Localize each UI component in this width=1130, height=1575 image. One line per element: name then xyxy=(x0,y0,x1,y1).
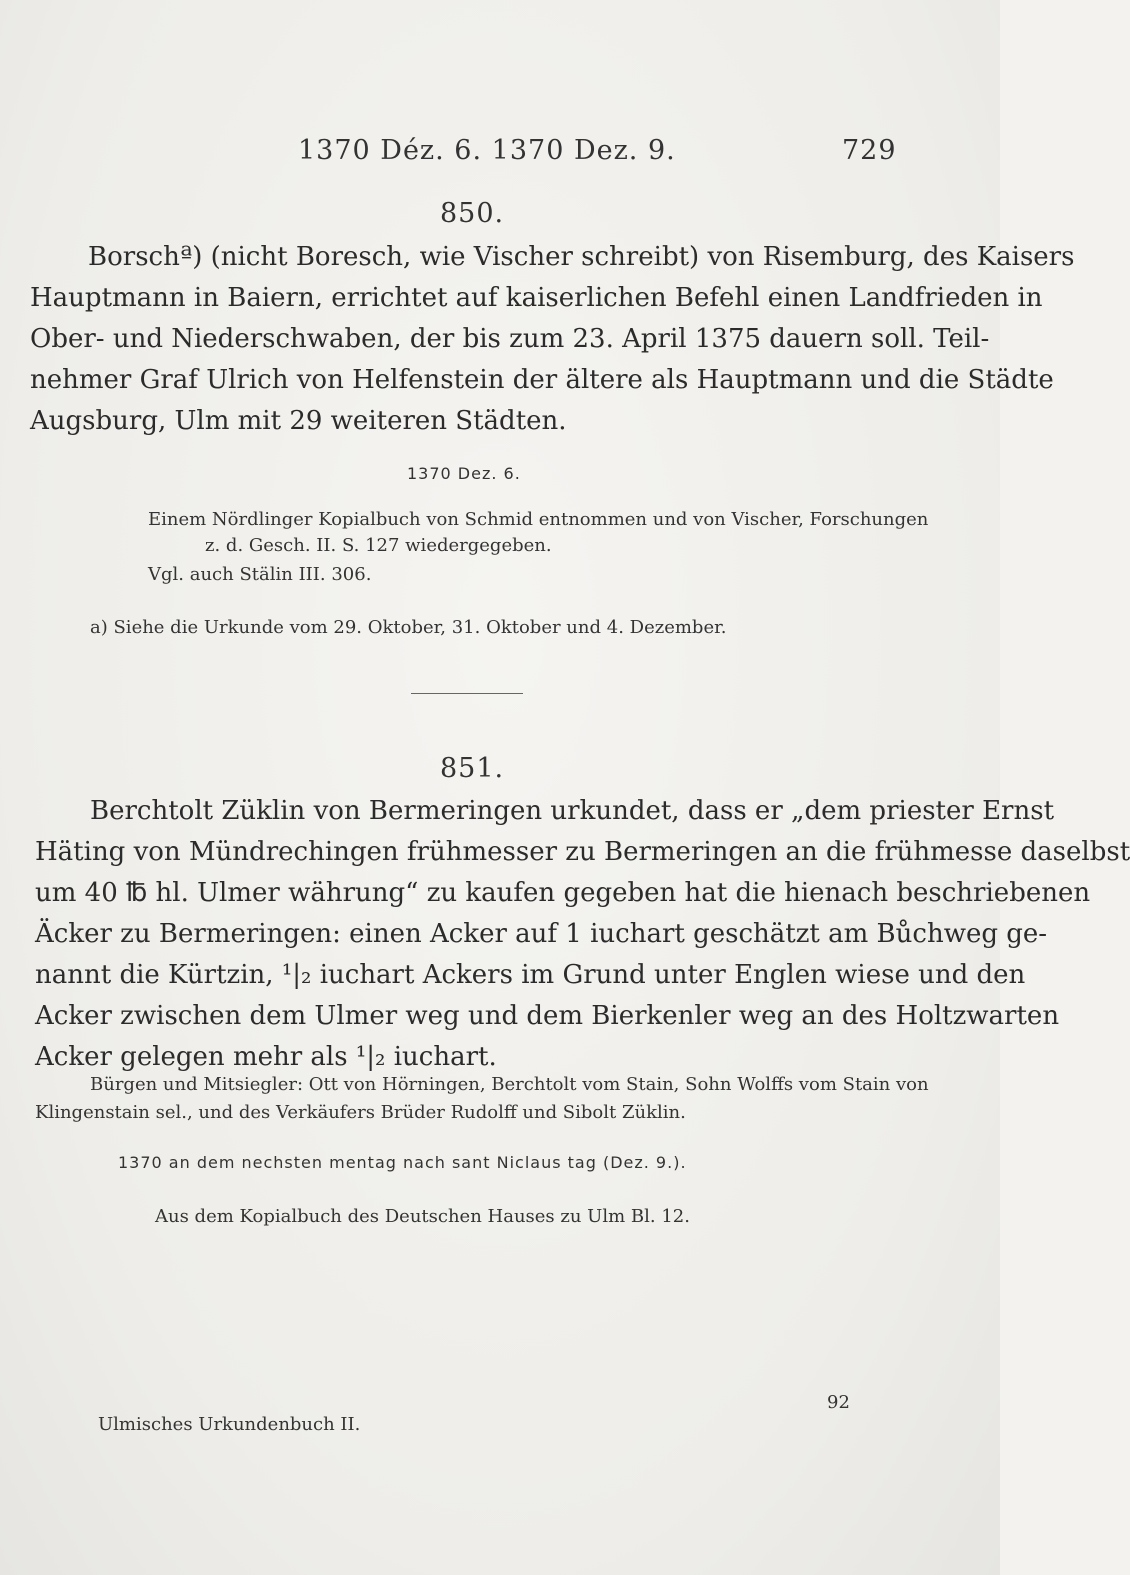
doc-850-source-line: z. d. Gesch. II. S. 127 wiedergegeben. xyxy=(205,535,552,556)
doc-850-footnote: a) Siehe die Urkunde vom 29. Oktober, 31. Oktober und 4. Dezember. xyxy=(90,617,727,638)
page-number: 729 xyxy=(842,135,897,166)
doc-851-source: Aus dem Kopialbuch des Deutschen Hauses zu Ulm Bl. 12. xyxy=(155,1206,690,1227)
doc-850-summary-line: Hauptmann in Baiern, errichtet auf kaiserlichen Befehl einen Landfrieden in xyxy=(30,283,1043,313)
doc-851-summary-line: Acker zwischen dem Ulmer weg und dem Bierkenler weg an des Holtzwarten xyxy=(35,1001,1060,1031)
doc-851-summary-line: nannt die Kürtzin, ¹|₂ iuchart Ackers im Grund unter Englen wiese und den xyxy=(35,960,1026,990)
doc-851-number: 851. xyxy=(440,753,505,784)
doc-850-source-line: Vgl. auch Stälin III. 306. xyxy=(148,564,372,585)
doc-851-witness-line: Klingenstain sel., und des Verkäufers Brüder Rudolff und Sibolt Züklin. xyxy=(35,1102,686,1123)
doc-851-summary-line: Äcker zu Bermeringen: einen Acker auf 1 iuchart geschätzt am Bůchweg ge- xyxy=(35,919,1048,949)
book-title-footer: Ulmisches Urkundenbuch II. xyxy=(98,1414,361,1435)
doc-850-summary-line: Augsburg, Ulm mit 29 weiteren Städten. xyxy=(30,406,567,436)
doc-850-source-line: Einem Nördlinger Kopialbuch von Schmid entnommen und von Vischer, Forschungen xyxy=(148,509,929,530)
doc-850-summary-line: Borschª) (nicht Boresch, wie Vischer schreibt) von Risemburg, des Kaisers xyxy=(88,242,1075,272)
doc-850-date: 1370 Dez. 6. xyxy=(407,464,521,483)
doc-851-summary-line: Acker gelegen mehr als ¹|₂ iuchart. xyxy=(35,1042,497,1072)
doc-850-number: 850. xyxy=(440,198,505,229)
sheet-signature: 92 xyxy=(827,1392,850,1413)
doc-850-summary-line: nehmer Graf Ulrich von Helfenstein der ältere als Hauptmann und die Städte xyxy=(30,365,1054,395)
doc-851-witness-line: Bürgen und Mitsiegler: Ott von Hörningen, Berchtolt vom Stain, Sohn Wolffs vom Stain von xyxy=(90,1074,929,1095)
section-divider xyxy=(411,693,523,694)
doc-850-summary-line: Ober- und Niederschwaben, der bis zum 23. April 1375 dauern soll. Teil- xyxy=(30,324,990,354)
doc-851-date: 1370 an dem nechsten mentag nach sant Niclaus tag (Dez. 9.). xyxy=(118,1153,687,1172)
running-header-dates: 1370 Déz. 6. 1370 Dez. 9. xyxy=(298,135,676,166)
doc-851-summary-line: Häting von Mündrechingen frühmesser zu Bermeringen an die frühmesse daselbst xyxy=(35,837,1130,867)
doc-851-summary-line: um 40 ℔ hl. Ulmer währung“ zu kaufen gegeben hat die hienach beschriebenen xyxy=(35,878,1091,908)
doc-851-summary-line: Berchtolt Züklin von Bermeringen urkundet, dass er „dem priester Ernst xyxy=(90,796,1055,826)
